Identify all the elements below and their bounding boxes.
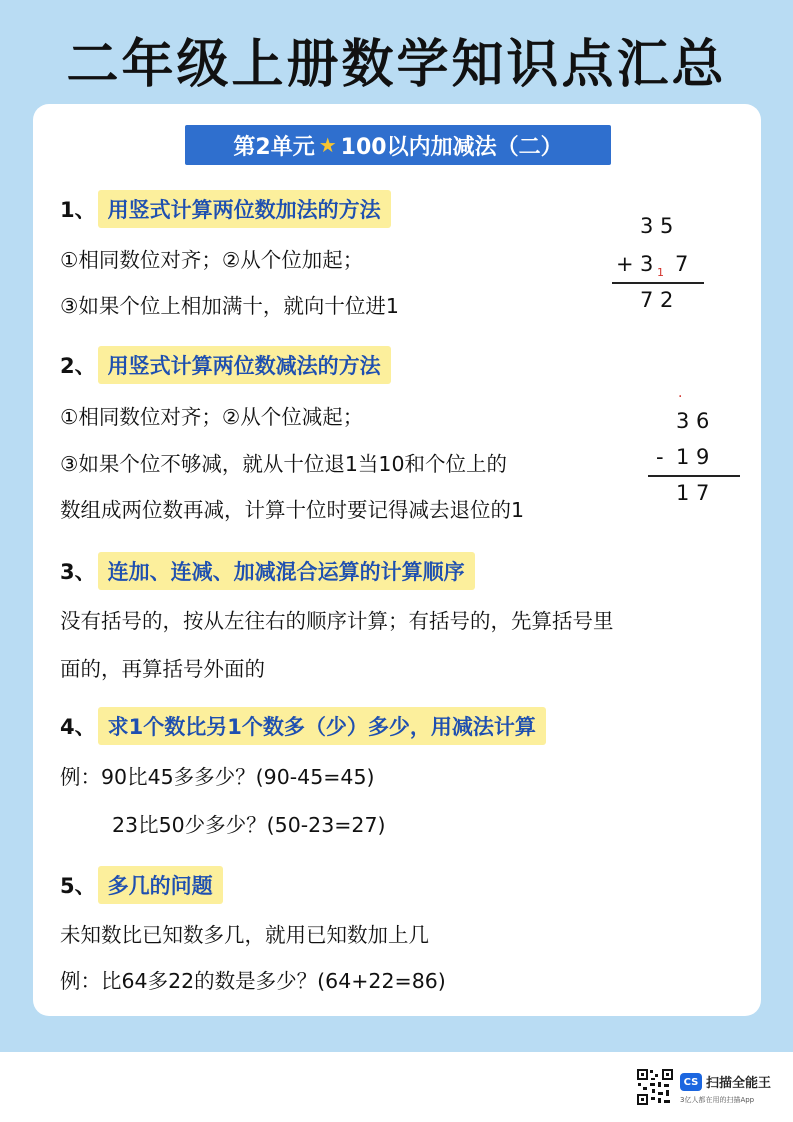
- section-number: 1、: [60, 198, 96, 222]
- section-3-line-1: 没有括号的，按从左往右的顺序计算；有括号的，先算括号里: [60, 609, 614, 633]
- section-1-heading: [60, 190, 391, 228]
- addition-operator: +: [616, 252, 634, 276]
- app-tagline: 3亿人都在用的扫描App: [680, 1096, 755, 1104]
- unit-prefix: 第2单元: [233, 134, 315, 160]
- subtraction-operator: -: [656, 445, 664, 469]
- section-4-line-1: 例：90比45多多少？(90-45=45): [60, 765, 375, 789]
- section-title: 用竖式计算两位数加法的方法: [98, 190, 391, 228]
- carry-mark: 1: [657, 266, 664, 279]
- section-1-line-1: ①相同数位对齐；②从个位加起；: [60, 248, 364, 272]
- section-3-heading: [60, 552, 475, 590]
- subtraction-bottom: 1 9: [676, 445, 710, 469]
- camscanner-watermark: [636, 1068, 776, 1112]
- section-title: 多几的问题: [98, 866, 223, 904]
- section-5-line-2: 例：比64多22的数是多少？(64+22=86): [60, 969, 446, 993]
- section-5-heading: [60, 866, 223, 904]
- app-name: 扫描全能王: [706, 1076, 772, 1091]
- page-title: 二年级上册数学知识点汇总: [66, 35, 727, 95]
- section-1-line-2: ③如果个位上相加满十，就向十位进1: [60, 294, 399, 318]
- subtraction-rule: [648, 475, 740, 477]
- unit-suffix: 100以内加减法（二）: [340, 134, 563, 160]
- section-4-heading: [60, 707, 546, 745]
- section-2-line-1: ①相同数位对齐；②从个位减起；: [60, 405, 364, 429]
- addition-result: 7 2: [640, 288, 674, 312]
- addition-bottom-tens: 3: [640, 252, 654, 276]
- borrow-mark: ·: [678, 389, 683, 405]
- subtraction-result: 1 7: [676, 481, 710, 505]
- addition-top: 3 5: [640, 214, 674, 238]
- camscanner-logo-icon: CS: [680, 1073, 702, 1091]
- star-icon: ★: [318, 133, 337, 157]
- unit-badge: [185, 125, 611, 165]
- section-title: 用竖式计算两位数减法的方法: [98, 346, 391, 384]
- section-number: 3、: [60, 560, 96, 584]
- addition-vertical: [612, 214, 707, 314]
- section-number: 5、: [60, 874, 96, 898]
- section-2-line-3: 数组成两位数再减，计算十位时要记得减去退位的1: [60, 498, 525, 522]
- section-5-line-1: 未知数比已知数多几，就用已知数加上几: [60, 923, 429, 947]
- qr-code-icon: [636, 1068, 674, 1106]
- section-title: 连加、连减、加减混合运算的计算顺序: [98, 552, 475, 590]
- section-number: 4、: [60, 715, 96, 739]
- section-2-line-2: ③如果个位不够减，就从十位退1当10和个位上的: [60, 452, 508, 476]
- subtraction-vertical: [648, 389, 743, 505]
- addition-bottom-ones: 7: [675, 252, 689, 276]
- subtraction-top: 3 6: [676, 409, 710, 433]
- addition-rule: [612, 282, 704, 284]
- section-title: 求1个数比另1个数多（少）多少，用减法计算: [98, 707, 546, 745]
- section-3-line-2: 面的，再算括号外面的: [60, 657, 265, 681]
- section-2-heading: [60, 346, 391, 384]
- section-number: 2、: [60, 354, 96, 378]
- section-4-line-2: 23比50少多少？(50-23=27): [112, 813, 386, 837]
